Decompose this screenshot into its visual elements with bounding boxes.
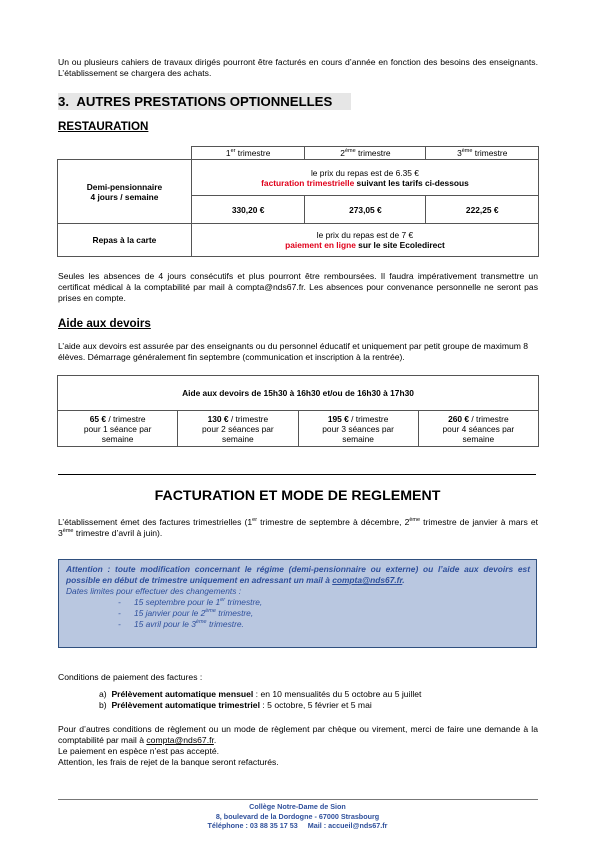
demi-amount-1: 330,20 € <box>191 196 304 224</box>
demi-amount-3: 222,25 € <box>426 196 539 224</box>
condition-item-a: a) Prélèvement automatique mensuel : en 10 mensualités du 5 octobre au 5 juillet <box>99 689 422 699</box>
table-corner <box>58 147 192 160</box>
section-title: AUTRES PRESTATIONS OPTIONNELLES <box>76 94 333 109</box>
aide-paragraph: L’aide aux devoirs est assurée par des enseignants ou du personnel éducatif et uniquement par petit groupe de maximum 8 élèves. Démarrage généralement fin septembre (communication et inscription à la rentrée). <box>58 341 529 362</box>
header-trimestre-2: 2ème trimestre <box>305 147 426 160</box>
date-item: - 15 avril pour le 3ème trimestre. <box>118 619 244 629</box>
restauration-table <box>57 146 539 257</box>
date-item: - 15 janvier pour le 2ème trimestre, <box>118 608 254 618</box>
aide-table <box>57 375 539 447</box>
demi-amount-2: 273,05 € <box>305 196 426 224</box>
header-trimestre-3: 3ème trimestre <box>426 147 539 160</box>
aide-option-2: 130 € / trimestre pour 2 séances par semaine <box>178 411 298 447</box>
attention-email-link[interactable]: compta@nds67.fr <box>332 575 403 585</box>
aide-option-4: 260 € / trimestre pour 4 séances par semaine <box>418 411 538 447</box>
cash-note: Le paiement en espèce n’est pas accepté. <box>58 746 220 756</box>
footer-divider <box>58 799 538 800</box>
section-3-heading <box>58 93 351 110</box>
section-number: 3. <box>58 94 69 109</box>
fees-note: Attention, les frais de rejet de la banque seront refacturés. <box>58 757 279 767</box>
footer <box>0 802 595 831</box>
demi-pensionnaire-label: Demi-pensionnaire 4 jours / semaine <box>58 160 192 224</box>
dates-list <box>66 597 530 630</box>
date-item: - 15 septembre pour le 1er trimestre, <box>118 597 263 607</box>
compta-email-link[interactable]: compta@nds67.fr <box>146 735 214 745</box>
aide-table-title: Aide aux devoirs de 15h30 à 16h30 et/ou de 16h30 à 17h30 <box>58 376 539 411</box>
facturation-title: FACTURATION ET MODE DE REGLEMENT <box>154 488 441 504</box>
aide-option-3: 195 € / trimestre pour 3 séances par semaine <box>298 411 418 447</box>
dates-label: Dates limites pour effectuer des changements : <box>66 586 242 596</box>
carte-price-note: le prix du repas est de 7 € paiement en ligne sur le site Ecoledirect <box>191 224 538 257</box>
absences-note: Seules les absences de 4 jours consécutifs et plus pourront être remboursées. Il faudra impérativement transmettre un certificat médical à la comptabilité par mail à compta@nds67.fr. Les absences pour convenance personnelle ne seront pas prises en compte. <box>58 271 538 303</box>
attention-box <box>58 559 537 648</box>
attention-text: Attention : toute modification concernant le régime (demi-pensionnaire ou externe) ou l’aide aux devoirs est possible en début de trimestre uniquement en adressant un mail à compta@nds67.fr. <box>66 564 530 585</box>
footer-address: 8, boulevard de la Dordogne - 67000 Strasbourg <box>215 811 380 821</box>
header-trimestre-1: 1er trimestre <box>191 147 304 160</box>
other-conditions: Pour d’autres conditions de règlement ou un mode de règlement par chèque ou virement, merci de faire une demande à la comptabilité par mail à compta@nds67.fr. <box>58 724 538 745</box>
section-divider <box>58 474 536 475</box>
intro-paragraph: Un ou plusieurs cahiers de travaux dirigés pourront être facturés en cours d’année en fonction des besoins des enseignants. L’établissement se chargera des achats. <box>58 57 538 78</box>
conditions-label: Conditions de paiement des factures : <box>58 672 203 682</box>
facturation-paragraph: L’établissement émet des factures trimestrielles (1er trimestre de septembre à décembre, 2ème trimestre de janvier à mars et 3ème trimestre d’avril à juin). <box>58 517 539 538</box>
restauration-heading: RESTAURATION <box>58 120 149 133</box>
demi-price-note: le prix du repas est de 6.35 € facturation trimestrielle suivant les tarifs ci-dessous <box>191 160 538 196</box>
repas-carte-label: Repas à la carte <box>58 224 192 257</box>
aide-option-1: 65 € / trimestre pour 1 séance par semaine <box>58 411 178 447</box>
footer-contact: Téléphone : 03 88 35 17 53 Mail : accueil@nds67.fr <box>207 821 388 831</box>
aide-heading: Aide aux devoirs <box>58 317 151 330</box>
condition-item-b: b) Prélèvement automatique trimestriel : 5 octobre, 5 février et 5 mai <box>99 700 372 710</box>
footer-school-name: Collège Notre-Dame de Sion <box>249 802 346 811</box>
